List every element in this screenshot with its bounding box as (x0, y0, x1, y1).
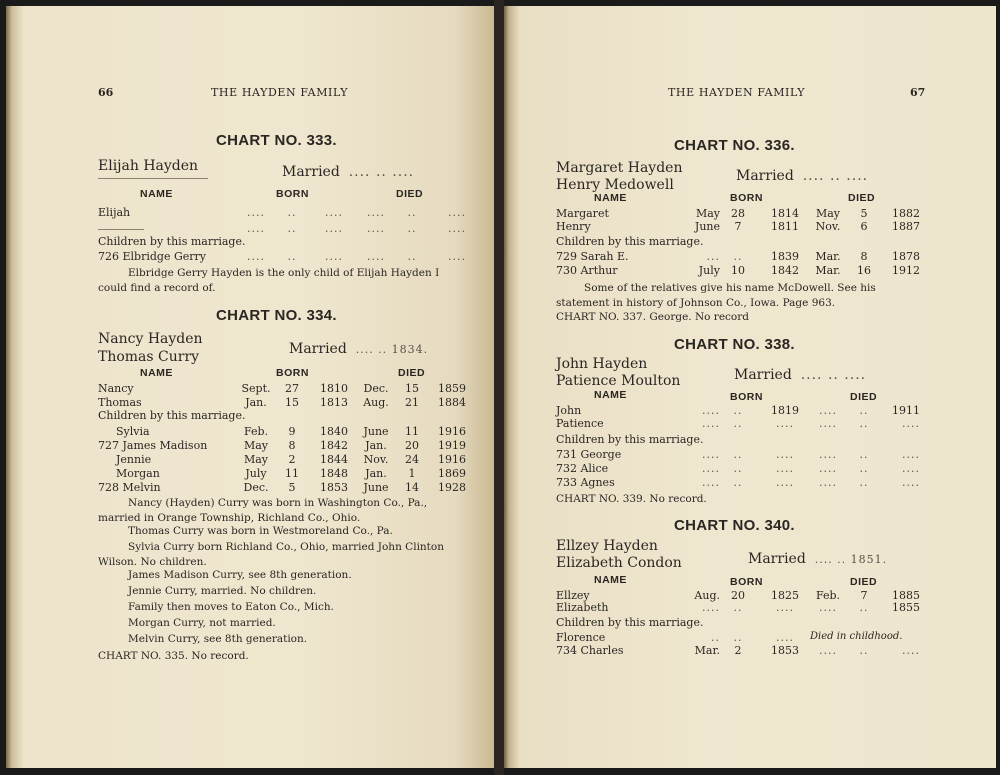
table-row (504, 644, 996, 658)
chart-334-paragraph: Melvin Curry, see 8th generation. (128, 633, 308, 645)
married-date: .... .. .... (348, 164, 415, 180)
row-cell: .. (859, 462, 869, 475)
chart-338-title: CHART NO. 338. (674, 336, 795, 353)
table-row (6, 382, 494, 396)
married-label: Married (289, 341, 347, 357)
table-row (6, 467, 494, 481)
row-cell: 1928 (438, 481, 466, 494)
table-row (6, 481, 494, 495)
row-name: Florence (556, 631, 606, 644)
row-cell: .... (776, 601, 794, 614)
row-cell: .... (702, 448, 720, 461)
row-cell: 1825 (771, 589, 799, 602)
table-row (504, 417, 996, 431)
chart-334-title: CHART NO. 334. (216, 307, 337, 324)
table-row (6, 250, 494, 264)
row-name: Elizabeth (556, 601, 609, 614)
chart-334-paragraph: James Madison Curry, see 8th generation. (128, 569, 352, 581)
row-cell: .... (902, 476, 920, 489)
row-cell: Jan. (245, 396, 267, 409)
row-cell: 20 (731, 589, 745, 602)
chart-333-col-died: DIED (396, 188, 424, 200)
row-cell: 14 (405, 481, 419, 494)
row-name: Elijah (98, 206, 131, 219)
row-cell: .. (407, 206, 417, 219)
row-cell: .. (733, 462, 743, 475)
chart-335-note: CHART NO. 335. No record. (98, 650, 249, 662)
table-row (504, 631, 996, 645)
row-name: 731 George (556, 448, 622, 461)
right-page-number: 67 (910, 86, 926, 99)
married-label: Married (748, 551, 806, 567)
row-cell: .. (733, 601, 743, 614)
row-cell: 1859 (438, 382, 466, 395)
chart-340-married (748, 551, 887, 567)
row-cell: Died in childhood. (810, 631, 903, 642)
row-cell: 1842 (771, 264, 799, 277)
row-cell: .... (776, 462, 794, 475)
row-name: 733 Agnes (556, 476, 615, 489)
chart-334-person2: Thomas Curry (98, 349, 200, 365)
row-cell: 1 (408, 467, 416, 480)
row-cell: .. (733, 631, 743, 644)
row-cell: .. (287, 250, 297, 263)
chart-334-paragraph: Thomas Curry was born in Westmoreland Co., Pa. (128, 525, 393, 537)
row-cell: 27 (285, 382, 299, 395)
chart-340-person1: Ellzey Hayden (556, 538, 658, 554)
row-cell: 1853 (771, 644, 799, 657)
row-cell: Feb. (815, 589, 841, 602)
chart-338-person1: John Hayden (556, 356, 648, 372)
row-cell: Sept. (241, 382, 271, 395)
chart-336-married (736, 168, 868, 184)
row-cell: .. (287, 206, 297, 219)
chart-340-col-died: DIED (850, 576, 878, 588)
chart-336-note: Some of the relatives give his name McDowell. See his statement in history of Johnson Co., Iowa. Page 963. (556, 282, 876, 309)
row-cell: Nov. (815, 220, 841, 233)
chart-340-col-name: NAME (594, 574, 627, 586)
row-cell: 1882 (892, 207, 920, 220)
row-name: Margaret (556, 207, 609, 220)
row-cell: .... (776, 448, 794, 461)
row-cell: 1919 (438, 439, 466, 452)
row-name: Nancy (98, 382, 134, 395)
row-cell: 1811 (771, 220, 799, 233)
blank-name-line (98, 229, 144, 230)
chart-337-note: CHART NO. 337. George. No record (556, 311, 749, 323)
row-cell: 5 (288, 481, 296, 494)
chart-338-children-label: Children by this marriage. (556, 433, 704, 446)
row-name: Ellzey (556, 589, 590, 602)
table-row (504, 476, 996, 490)
row-cell: .. (859, 417, 869, 430)
row-cell: July (245, 467, 267, 480)
row-cell: 1853 (320, 481, 348, 494)
row-cell: 5 (860, 207, 868, 220)
row-cell: 7 (734, 220, 742, 233)
row-name: 729 Sarah E. (556, 250, 629, 263)
right-running-head: THE HAYDEN FAMILY (668, 86, 806, 99)
row-cell: 1912 (892, 264, 920, 277)
chart-336-title: CHART NO. 336. (674, 137, 795, 154)
chart-334-col-name: NAME (140, 367, 173, 379)
row-cell: .... (367, 222, 385, 235)
row-cell: .... (367, 206, 385, 219)
row-cell: 7 (860, 589, 868, 602)
row-cell: Nov. (363, 453, 389, 466)
row-cell: May (243, 439, 269, 452)
row-cell: 1840 (320, 425, 348, 438)
row-name: John (556, 404, 582, 417)
row-cell: 1878 (892, 250, 920, 263)
row-name: 734 Charles (556, 644, 624, 657)
married-date: .... .. .... (800, 367, 867, 383)
chart-340-col-born: BORN (730, 576, 763, 588)
chart-340-person2: Elizabeth Condon (556, 555, 682, 571)
table-row (504, 404, 996, 418)
chart-334-married (289, 341, 428, 357)
row-cell: 15 (285, 396, 299, 409)
chart-336-person1: Margaret Hayden (556, 160, 683, 176)
chart-340-children-label: Children by this marriage. (556, 616, 704, 629)
row-cell: 1844 (320, 453, 348, 466)
table-row (6, 453, 494, 467)
chart-334-col-died: DIED (398, 367, 426, 379)
row-cell: .... (776, 417, 794, 430)
row-cell: .... (776, 631, 794, 644)
left-running-head: THE HAYDEN FAMILY (211, 86, 349, 99)
row-cell: .. (407, 222, 417, 235)
chart-334-paragraph: Jennie Curry, married. No children. (128, 585, 317, 597)
row-cell: 15 (405, 382, 419, 395)
row-cell: .... (819, 476, 837, 489)
chart-338-married (734, 367, 866, 383)
chart-334-paragraph: Family then moves to Eaton Co., Mich. (128, 601, 334, 613)
row-cell: Jan. (365, 439, 387, 452)
row-cell: .. (733, 250, 743, 263)
row-cell: .. (859, 404, 869, 417)
chart-334-children-label: Children by this marriage. (98, 409, 246, 422)
row-cell: 1911 (892, 404, 920, 417)
row-cell: .. (859, 644, 869, 657)
table-row (6, 222, 494, 236)
chart-338-col-name: NAME (594, 389, 627, 401)
row-cell: 11 (285, 467, 299, 480)
row-cell: 1839 (771, 250, 799, 263)
right-page (504, 6, 996, 768)
row-cell: June (694, 220, 720, 233)
married-label: Married (736, 168, 794, 184)
row-cell: .. (733, 476, 743, 489)
row-name: 728 Melvin (98, 481, 161, 494)
row-cell: .... (702, 462, 720, 475)
row-name: 726 Elbridge Gerry (98, 250, 206, 263)
row-cell: .. (859, 448, 869, 461)
row-cell: 1810 (320, 382, 348, 395)
row-cell: 1916 (438, 425, 466, 438)
row-cell: Mar. (815, 250, 841, 263)
row-cell: 11 (405, 425, 419, 438)
chart-334-col-born: BORN (276, 367, 309, 379)
chart-338-col-born: BORN (730, 391, 763, 403)
row-cell: Aug. (694, 589, 720, 602)
row-cell: .... (819, 404, 837, 417)
row-cell: June (363, 481, 389, 494)
row-cell: .... (902, 417, 920, 430)
book-gutter (494, 0, 504, 775)
chart-336-person2: Henry Medowell (556, 177, 674, 193)
chart-336-col-died: DIED (848, 192, 876, 204)
row-cell: .... (819, 462, 837, 475)
married-date: .... .. 1834. (355, 343, 429, 356)
row-cell: 10 (731, 264, 745, 277)
married-label: Married (282, 164, 340, 180)
chart-333-note: Elbridge Gerry Hayden is the only child of Elijah Hayden I could find a record of. (98, 267, 440, 294)
row-cell: 24 (405, 453, 419, 466)
row-name: Thomas (98, 396, 142, 409)
row-cell: May (695, 207, 720, 220)
chart-338-person2: Patience Moulton (556, 373, 681, 389)
row-cell: .... (448, 206, 466, 219)
chart-336-col-name: NAME (594, 192, 627, 204)
row-cell: 1885 (892, 589, 920, 602)
chart-334-paragraph: Nancy (Hayden) Curry was born in Washington Co., Pa., married in Orange Township, Richland Co., Ohio. (98, 497, 428, 524)
row-cell: .... (448, 222, 466, 235)
row-cell: .... (902, 644, 920, 657)
row-cell: 16 (857, 264, 871, 277)
row-cell: May (815, 207, 841, 220)
chart-333-spouse-line (98, 178, 208, 179)
married-date: .... .. .... (802, 168, 869, 184)
row-cell: .... (902, 448, 920, 461)
row-name: Jennie (116, 453, 152, 466)
row-cell: 8 (860, 250, 868, 263)
chart-336-col-born: BORN (730, 192, 763, 204)
row-cell: .. (733, 404, 743, 417)
row-cell: 1884 (438, 396, 466, 409)
table-row (6, 396, 494, 410)
table-row (504, 462, 996, 476)
row-cell: 1855 (892, 601, 920, 614)
row-cell: 1916 (438, 453, 466, 466)
row-cell: Feb. (243, 425, 269, 438)
table-row (504, 264, 996, 278)
row-cell: .. (733, 448, 743, 461)
row-cell: 6 (860, 220, 868, 233)
left-page (6, 6, 494, 768)
row-name: 727 James Madison (98, 439, 208, 452)
row-name: Henry (556, 220, 591, 233)
chart-333-children-label: Children by this marriage. (98, 235, 246, 248)
row-cell: 1842 (320, 439, 348, 452)
chart-339-note: CHART NO. 339. No record. (556, 493, 707, 505)
row-cell: .... (819, 417, 837, 430)
row-cell: .... (702, 404, 720, 417)
row-cell: .. (287, 222, 297, 235)
row-cell: .... (702, 417, 720, 430)
row-cell: .. (859, 476, 869, 489)
married-date: .... .. 1851. (814, 553, 888, 566)
table-row (504, 220, 996, 234)
left-page-number: 66 (98, 86, 114, 99)
table-row (504, 601, 996, 615)
chart-333-person1: Elijah Hayden (98, 158, 199, 174)
table-row (504, 448, 996, 462)
row-cell: 1813 (320, 396, 348, 409)
row-cell: .. (711, 631, 720, 644)
row-cell: .. (407, 250, 417, 263)
chart-334-paragraph: Morgan Curry, not married. (128, 617, 276, 629)
row-cell: 21 (405, 396, 419, 409)
chart-336-children-label: Children by this marriage. (556, 235, 704, 248)
row-cell: 2 (734, 644, 742, 657)
row-cell: .... (325, 206, 343, 219)
row-cell: 28 (731, 207, 745, 220)
row-cell: Jan. (365, 467, 387, 480)
row-cell: Dec. (243, 481, 269, 494)
row-cell: .... (367, 250, 385, 263)
row-cell: May (243, 453, 269, 466)
chart-340-title: CHART NO. 340. (674, 517, 795, 534)
chart-333-col-born: BORN (276, 188, 309, 200)
row-cell: .... (819, 644, 837, 657)
row-name: Patience (556, 417, 604, 430)
married-label: Married (734, 367, 792, 383)
row-cell: Dec. (363, 382, 389, 395)
row-cell: Mar. (694, 644, 720, 657)
row-name: Sylvia (116, 425, 150, 438)
row-cell: 1869 (438, 467, 466, 480)
row-cell: .... (325, 222, 343, 235)
chart-333-married (282, 164, 414, 180)
row-cell: July (698, 264, 720, 277)
row-cell: .... (448, 250, 466, 263)
row-cell: Mar. (815, 264, 841, 277)
row-cell: 2 (288, 453, 296, 466)
row-cell: .... (247, 250, 265, 263)
table-row (6, 439, 494, 453)
row-cell: 1887 (892, 220, 920, 233)
row-cell: .. (859, 601, 869, 614)
chart-333-col-name: NAME (140, 188, 173, 200)
row-cell: .... (819, 601, 837, 614)
row-cell: .... (776, 476, 794, 489)
row-cell: 20 (405, 439, 419, 452)
row-cell: 9 (288, 425, 296, 438)
row-cell: 8 (288, 439, 296, 452)
table-row (6, 425, 494, 439)
chart-334-person1: Nancy Hayden (98, 331, 203, 347)
table-row (504, 207, 996, 221)
row-cell: .... (247, 206, 265, 219)
row-cell: Aug. (363, 396, 389, 409)
chart-333-title: CHART NO. 333. (216, 132, 337, 149)
chart-338-col-died: DIED (850, 391, 878, 403)
chart-334-paragraph: Sylvia Curry born Richland Co., Ohio, married John Clinton Wilson. No children. (98, 541, 444, 568)
row-cell: ... (706, 250, 720, 263)
row-cell: .... (902, 462, 920, 475)
row-cell: 1819 (771, 404, 799, 417)
row-cell: .... (819, 448, 837, 461)
row-cell: June (363, 425, 389, 438)
row-cell: 1848 (320, 467, 348, 480)
row-cell: .... (702, 601, 720, 614)
row-name: Morgan (116, 467, 160, 480)
row-name: 730 Arthur (556, 264, 618, 277)
row-cell: .... (247, 222, 265, 235)
row-cell: .... (325, 250, 343, 263)
row-cell: .. (733, 417, 743, 430)
row-cell: 1814 (771, 207, 799, 220)
table-row (6, 206, 494, 220)
row-cell: .... (702, 476, 720, 489)
table-row (504, 250, 996, 264)
row-name: 732 Alice (556, 462, 609, 475)
